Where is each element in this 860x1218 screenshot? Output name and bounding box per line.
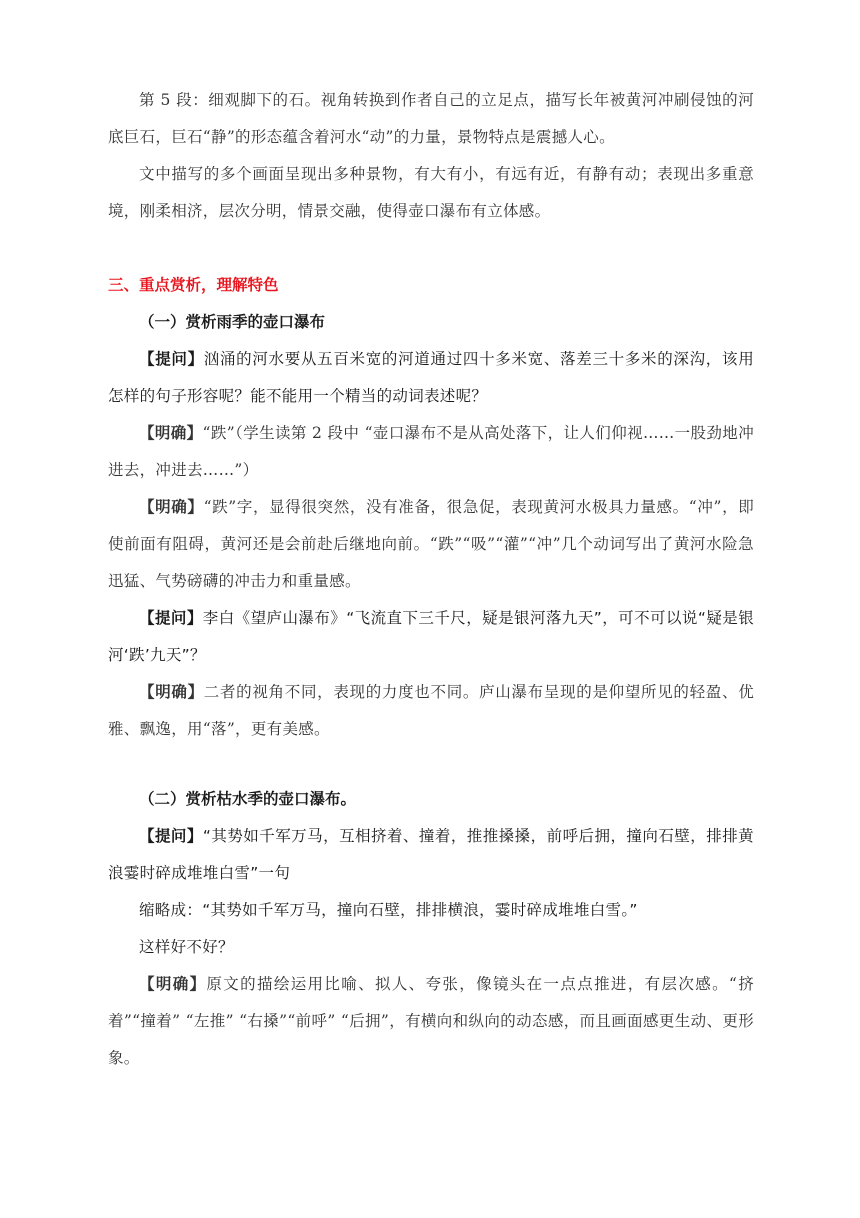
spacer [108, 230, 754, 267]
subsection-heading-rainy: （一）赏析雨季的壶口瀑布 [139, 313, 326, 331]
paragraph-segment-5: 第 5 段：细观脚下的石。视角转换到作者自己的立足点，描写长年被黄河冲刷侵蚀的河底巨石，巨石“静”的形态蕴含着河水“动”的力量，景物特点是震撼人心。 [108, 91, 754, 146]
answer-text: “跌”字，显得很突然，没有准备，很急促，表现黄河水极具力量感。“冲”，即使前面有阻碍，黄河还是会前赴后继地向前。“跌”“吸”“灌”“冲”几个动词写出了黄河水险急迅猛、气势磅礴的冲击力和重量感。 [108, 498, 755, 590]
question-text: 李白《望庐山瀑布》“飞流直下三千尺，疑是银河落九天”，可不可以说“疑是银河‘跌’九天”？ [108, 609, 754, 664]
answer-tag: 【明确】 [139, 424, 203, 442]
document-page [108, 82, 754, 1077]
question-paragraph [108, 341, 754, 415]
question-paragraph [108, 818, 754, 892]
answer-paragraph [108, 966, 754, 1077]
question-tag: 【提问】 [139, 609, 203, 627]
answer-text: 二者的视角不同，表现的力度也不同。庐山瀑布呈现的是仰望所见的轻盈、优雅、飘逸，用“落”，更有美感。 [108, 683, 754, 738]
question-tag: 【提问】 [139, 350, 204, 368]
answer-tag: 【明确】 [139, 975, 207, 993]
answer-text: 原文的描绘运用比喻、拟人、夸张，像镜头在一点点推进，有层次感。“挤着”“撞着” “左推” “右搡”“前呼” “后拥”，有横向和纵向的动态感，而且画面感更生动、更形象。 [108, 975, 754, 1067]
answer-text: “跌”（学生读第 2 段中 “壶口瀑布不是从高处落下，让人们仰视……一股劲地冲进去，冲进去……”） [108, 424, 754, 479]
answer-paragraph [108, 415, 754, 489]
question-paragraph [108, 600, 754, 674]
question-line: 这样好不好？ [139, 938, 234, 956]
question-text: 汹涌的河水要从五百米宽的河道通过四十多米宽、落差三十多米的深沟，该用怎样的句子形容呢？能不能用一个精当的动词表述呢？ [108, 350, 754, 405]
summary-paragraph: 缩略成：“其势如千军万马，撞向石壁，排排横浪，霎时碎成堆堆白雪。” [139, 901, 638, 919]
answer-paragraph [108, 674, 754, 748]
answer-tag: 【明确】 [139, 683, 204, 701]
question-text: “其势如千军万马，互相挤着、撞着，推推搡搡，前呼后拥，撞向石壁，排排黄浪霎时碎成堆堆白雪”一句 [108, 827, 754, 882]
paragraph-summary: 文中描写的多个画面呈现出多种景物，有大有小，有远有近，有静有动；表现出多重意境，刚柔相济，层次分明，情景交融，使得壶口瀑布有立体感。 [108, 165, 754, 220]
subsection-heading-dry: （二）赏析枯水季的壶口瀑布。 [139, 790, 357, 808]
answer-tag: 【明确】 [139, 498, 204, 516]
section-heading: 三、重点赏析，理解特色 [108, 276, 279, 294]
spacer [108, 748, 754, 781]
answer-paragraph [108, 489, 754, 600]
question-tag: 【提问】 [139, 827, 203, 845]
